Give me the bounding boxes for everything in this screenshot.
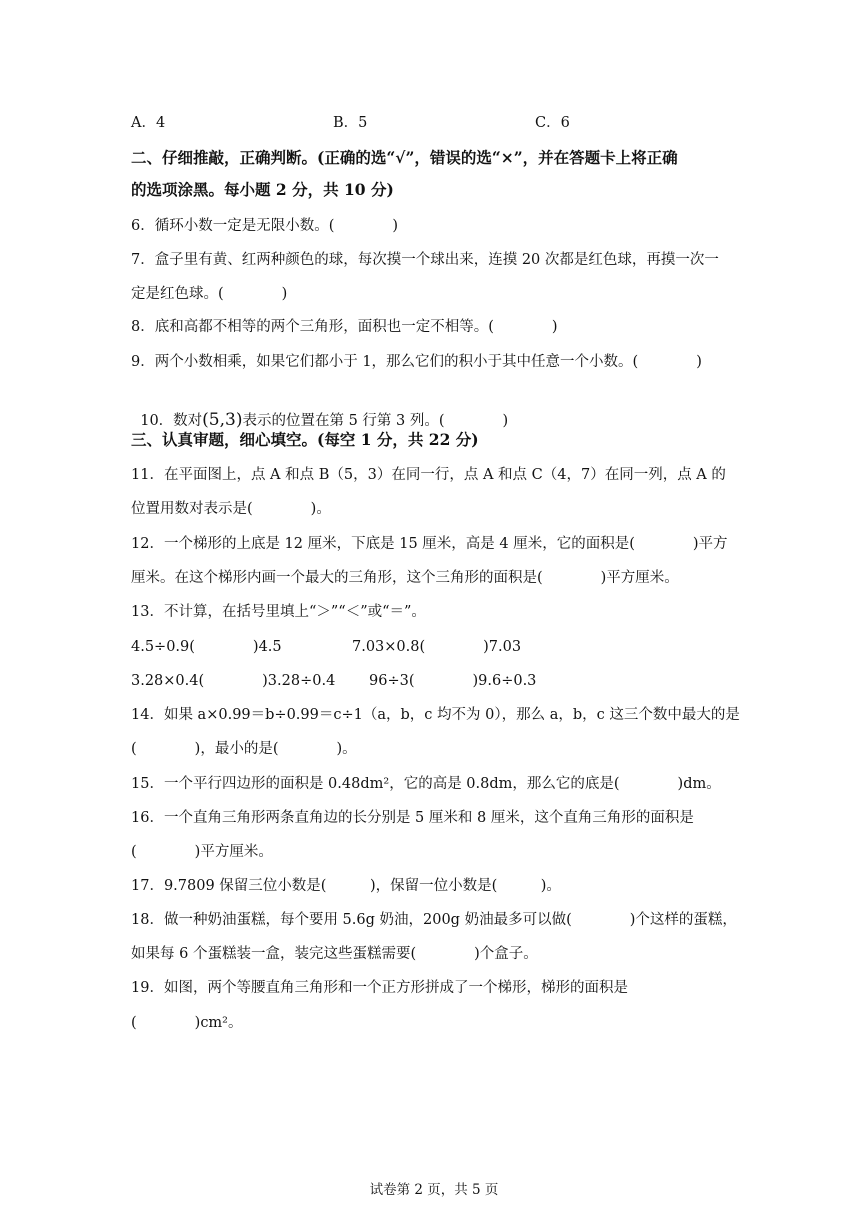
question-18-line2: 如果每 6 个蛋糕装一盒，装完这些蛋糕需要( )个盒子。	[131, 946, 538, 962]
question-17: 17．9.7809 保留三位小数是( )，保留一位小数是( )。	[131, 878, 561, 894]
section-2-heading-line1: 二、仔细推敲，正确判断。(正确的选“√”，错误的选“×”，并在答题卡上将正确	[131, 148, 678, 167]
question-18-line1: 18．做一种奶油蛋糕，每个要用 5.6g 奶油，200g 奶油最多可以做( )个这样的蛋糕，	[131, 912, 737, 928]
coordinate-pair: (5,3)	[202, 410, 243, 430]
question-13-item-1: 4.5÷0.9( )4.5	[131, 639, 282, 655]
question-7-line2: 定是红色球。( )	[131, 286, 288, 302]
question-13-intro: 13．不计算，在括号里填上“＞”“＜”或“＝”。	[131, 604, 426, 620]
question-7-line1: 7．盒子里有黄、红两种颜色的球，每次摸一个球出来，连摸 20 次都是红色球，再摸一次一	[131, 252, 719, 268]
option-c: C．6	[535, 115, 570, 131]
question-11-line2: 位置用数对表示是( )。	[131, 501, 331, 517]
question-13-item-2: 7.03×0.8( )7.03	[352, 639, 522, 655]
section-3-heading: 三、认真审题，细心填空。(每空 1 分，共 22 分)	[131, 430, 479, 449]
section-2-heading-line2: 的选项涂黑。每小题 2 分，共 10 分)	[131, 180, 394, 199]
question-10	[131, 390, 508, 431]
question-12-line1: 12．一个梯形的上底是 12 厘米，下底是 15 厘米，高是 4 厘米，它的面积是( )平方	[131, 536, 728, 552]
question-16-line1: 16．一个直角三角形两条直角边的长分别是 5 厘米和 8 厘米，这个直角三角形的面积是	[131, 810, 694, 826]
question-16-line2: ( )平方厘米。	[131, 844, 273, 860]
option-b: B．5	[333, 115, 368, 131]
question-10-prefix: 10．数对	[140, 413, 203, 429]
question-6: 6．循环小数一定是无限小数。( )	[131, 218, 399, 234]
question-9: 9．两个小数相乘，如果它们都小于 1，那么它们的积小于其中任意一个小数。( )	[131, 354, 702, 370]
option-a: A．4	[131, 115, 166, 131]
question-13-item-4: 96÷3( )9.6÷0.3	[369, 673, 537, 689]
question-14-line1: 14．如果 a×0.99＝b÷0.99＝c÷1（a，b，c 均不为 0），那么 a，b，c 这三个数中最大的是	[131, 707, 740, 723]
question-19-line1: 19．如图，两个等腰直角三角形和一个正方形拼成了一个梯形，梯形的面积是	[131, 980, 628, 996]
question-13-item-3: 3.28×0.4( )3.28÷0.4	[131, 673, 336, 689]
question-10-suffix: 表示的位置在第 5 行第 3 列。( )	[242, 413, 509, 429]
question-15: 15．一个平行四边形的面积是 0.48dm²，它的高是 0.8dm，那么它的底是( )dm。	[131, 776, 721, 792]
question-19-line2: ( )cm²。	[131, 1015, 243, 1031]
question-11-line1: 11．在平面图上，点 A 和点 B（5，3）在同一行，点 A 和点 C（4，7）在同一列，点 A 的	[131, 467, 726, 483]
page-footer: 试卷第 2 页，共 5 页	[369, 1182, 499, 1198]
question-8: 8．底和高都不相等的两个三角形，面积也一定不相等。( )	[131, 319, 558, 335]
question-14-line2: ( )，最小的是( )。	[131, 741, 357, 757]
question-12-line2: 厘米。在这个梯形内画一个最大的三角形，这个三角形的面积是( )平方厘米。	[131, 570, 679, 586]
